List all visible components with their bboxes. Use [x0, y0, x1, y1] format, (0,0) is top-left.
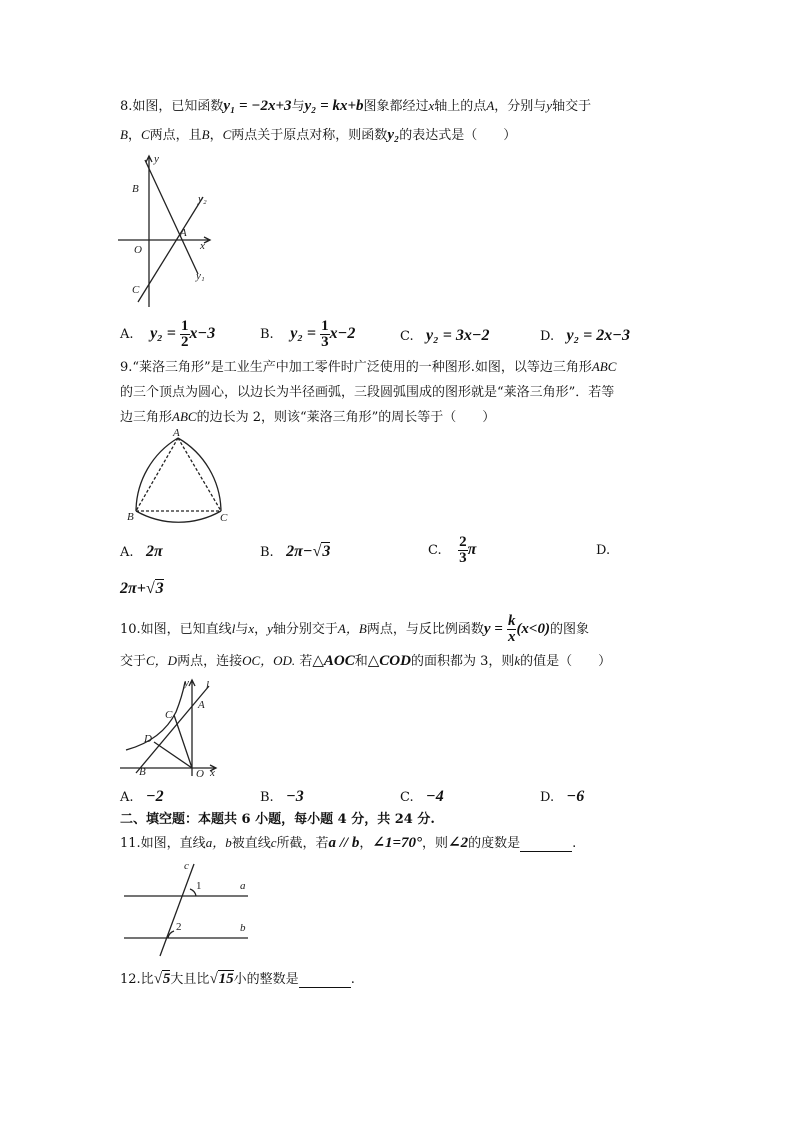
hyperbola	[126, 682, 185, 750]
q9-option-D-label[interactable]: D.	[596, 543, 611, 558]
label-x: x	[210, 767, 215, 779]
question-8-stem-line1: 8.如图，已知函数y₁ = −2x+3与y₂ = kx+b图象都经过x轴上的点A，分别与y轴交于	[120, 98, 592, 114]
line-y2	[138, 197, 203, 302]
q9-option-A[interactable]: A. 2π	[120, 543, 163, 560]
question-11-figure	[120, 858, 260, 958]
q9-option-C[interactable]: C. $\frac{2}{3}$ π	[428, 534, 477, 566]
label-a: a	[240, 880, 246, 892]
label-y1: y₁	[196, 270, 205, 282]
q9-option-B[interactable]: B. 2π−√3	[260, 543, 331, 560]
label-A: A	[173, 427, 180, 439]
question-10-figure	[118, 676, 228, 782]
question-12-stem: 12.比√5大且比√15小的整数是 .	[120, 971, 355, 987]
q8-option-A[interactable]: A. y₂ = $\frac{1}{2}$ x−3	[120, 318, 216, 350]
question-8-figure	[118, 152, 228, 312]
line-c	[160, 864, 194, 956]
q10-option-D[interactable]: D. −6	[540, 788, 585, 805]
q8-option-B[interactable]: B. y₂ = $\frac{1}{3}$ x−2	[260, 318, 356, 350]
label-B: B	[132, 183, 139, 195]
q10-option-B[interactable]: B. −3	[260, 788, 304, 805]
label-O: O	[134, 244, 142, 256]
reuleaux-arc-BC	[136, 511, 221, 522]
q9-option-D[interactable]: 2π+√3	[120, 580, 164, 597]
segment-OC	[174, 715, 192, 768]
label-1: 1	[196, 880, 202, 892]
label-B: B	[127, 511, 134, 523]
answer-blank-12[interactable]	[299, 973, 351, 988]
question-8-stem-line2: B，C两点，且B，C两点关于原点对称，则函数y₂的表达式是（ ）	[120, 127, 517, 143]
answer-blank-11[interactable]	[520, 837, 572, 852]
section-2-heading: 二、填空题：本题共 6 小题，每小题 4 分，共 24 分.	[120, 812, 435, 827]
triangle-side-AB	[136, 438, 178, 511]
label-C: C	[165, 709, 173, 721]
label-B: B	[139, 766, 146, 778]
segment-OD	[154, 742, 192, 768]
label-C: C	[132, 284, 140, 296]
label-O: O	[196, 768, 204, 780]
label-y: y	[184, 677, 189, 689]
question-9-stem-line3: 边三角形ABC的边长为 2，则该“莱洛三角形”的周长等于（ ）	[120, 409, 496, 425]
label-D: D	[144, 733, 152, 745]
label-l: l	[206, 679, 210, 691]
question-10-stem-line2: 交于C，D两点，连接OC，OD. 若△AOC和△COD的面积都为 3，则k的值是（ ）	[120, 653, 612, 669]
label-2: 2	[176, 921, 182, 933]
question-9-stem-line1: 9.“莱洛三角形”是工业生产中加工零件时广泛使用的一种图形.如图，以等边三角形ABC	[120, 359, 617, 375]
label-A: A	[180, 227, 187, 239]
triangle-side-AC	[178, 438, 221, 511]
question-9-figure	[122, 428, 242, 528]
q8-option-C[interactable]: C. y₂ = 3x−2	[400, 327, 490, 344]
question-9-stem-line2: 的三个顶点为圆心，以边长为半径画弧，三段圆弧围成的图形就是“莱洛三角形”．若等	[120, 385, 615, 400]
label-b: b	[240, 922, 246, 934]
label-y: y	[154, 153, 159, 165]
q8-option-D[interactable]: D. y₂ = 2x−3	[540, 327, 630, 344]
question-10-stem-line1: 10.如图，已知直线l与x，y轴分别交于A，B两点，与反比例函数y = $\frac{k}{x}$ (x<0)的图象	[120, 613, 589, 645]
q10-option-C[interactable]: C. −4	[400, 788, 444, 805]
question-11-stem: 11.如图，直线a，b被直线c所截，若a // b，∠1=70°，则∠2的度数是 .	[120, 835, 577, 851]
q10-option-A[interactable]: A. −2	[120, 788, 164, 805]
label-C: C	[220, 512, 228, 524]
label-A: A	[198, 699, 205, 711]
label-c: c	[184, 860, 189, 872]
label-y2: y₂	[198, 193, 207, 205]
label-x: x	[200, 240, 205, 252]
